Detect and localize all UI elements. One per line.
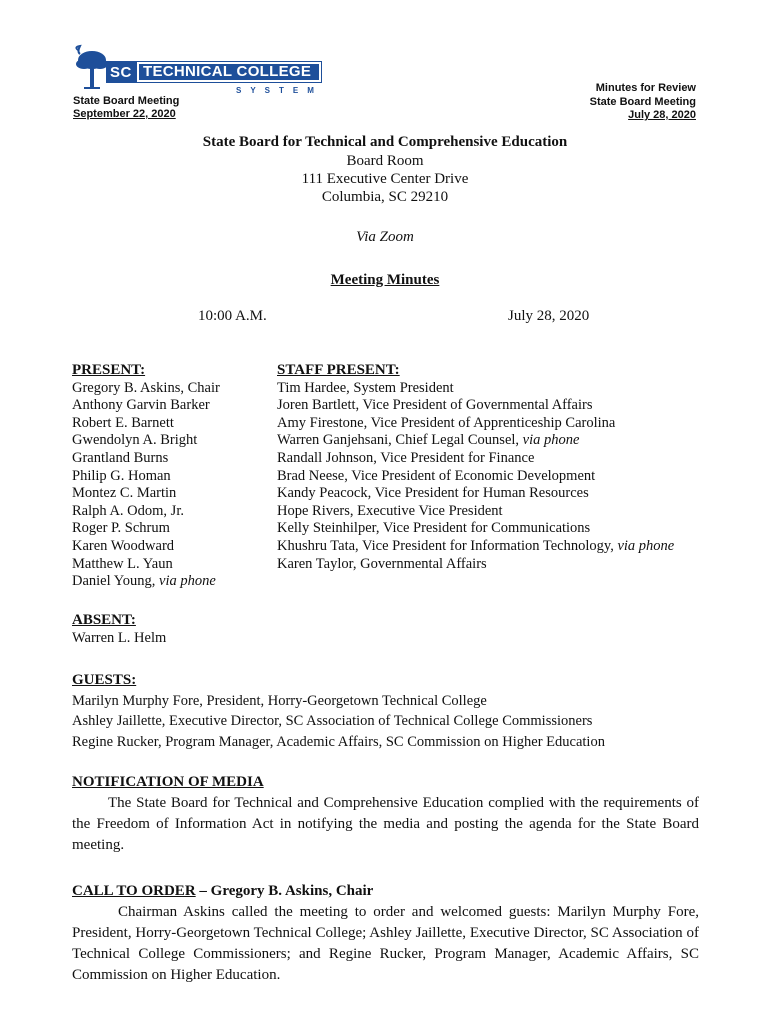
- list-item: Roger P. Schrum: [72, 520, 170, 537]
- call-to-order-section: [72, 881, 699, 986]
- list-item: Karen Woodward: [72, 537, 175, 554]
- list-item: [72, 573, 220, 591]
- meeting-date: July 28, 2020: [508, 308, 590, 324]
- absent-heading: ABSENT:: [72, 612, 136, 628]
- logo-system-text: SYSTEM: [236, 86, 323, 95]
- list-item: Regine Rucker, Program Manager, Academic Affairs, SC Commission on Higher Education: [72, 733, 605, 750]
- staff-present-list: [277, 362, 674, 573]
- staff-name: Warren Ganjehsani, Chief Legal Counsel,: [277, 432, 520, 449]
- list-item: Grantland Burns: [72, 449, 169, 466]
- guests-heading: GUESTS:: [72, 672, 137, 688]
- list-item: Philip G. Homan: [72, 467, 171, 484]
- staff-name: Khushru Tata, Vice President for Information Technology,: [277, 537, 614, 554]
- header-left: [73, 95, 179, 121]
- header-right-line1: Minutes for Review: [595, 82, 696, 94]
- via-phone-note: via phone: [522, 432, 580, 449]
- present-heading: PRESENT:: [72, 362, 146, 378]
- list-item: Anthony Garvin Barker: [72, 397, 210, 414]
- header-right: [590, 82, 696, 123]
- list-item: Karen Taylor, Governmental Affairs: [277, 555, 487, 572]
- member-name: Daniel Young,: [72, 573, 156, 590]
- call-to-order-heading: CALL TO ORDER: [72, 883, 196, 899]
- list-item: Kandy Peacock, Vice President for Human Resources: [277, 485, 589, 502]
- header-left-line1: State Board Meeting: [73, 95, 180, 107]
- logo-bar: [106, 61, 322, 83]
- list-item: Ralph A. Odom, Jr.: [72, 502, 184, 519]
- header-right-line3: July 28, 2020: [628, 109, 696, 121]
- list-item: Ashley Jaillette, Executive Director, SC Association of Technical College Commissioners: [72, 713, 593, 729]
- address-line3: Columbia, SC 29210: [321, 189, 449, 205]
- list-item: Robert E. Barnett: [72, 414, 174, 431]
- list-item: Gwendolyn A. Bright: [72, 432, 198, 449]
- list-item: Tim Hardee, System President: [277, 379, 454, 396]
- list-item: Kelly Steinhilper, Vice President for Communications: [277, 520, 591, 537]
- call-to-order-heading-line: [72, 881, 699, 902]
- list-item: Montez C. Martin: [72, 485, 177, 502]
- list-item: Warren L. Helm: [72, 629, 167, 646]
- guests-list: [72, 670, 605, 752]
- address-line1: Board Room: [346, 153, 424, 169]
- via-zoom: Via Zoom: [356, 229, 414, 245]
- media-heading: NOTIFICATION OF MEDIA: [72, 774, 264, 790]
- list-item: Joren Bartlett, Vice President of Governmental Affairs: [277, 397, 593, 414]
- list-item: Amy Firestone, Vice President of Apprenticeship Carolina: [277, 414, 616, 431]
- call-to-order-chair: – Gregory B. Askins, Chair: [195, 883, 374, 899]
- sc-technical-college-logo: [72, 44, 322, 100]
- list-item: [277, 432, 674, 450]
- present-list: [72, 362, 220, 591]
- absent-list: [72, 612, 166, 647]
- media-paragraph: The State Board for Technical and Comprehensive Education complied with the requirements of the Freedom of Information Act in notifying the media and posting the agenda for the State Board meeting.: [72, 795, 699, 853]
- address-block: [0, 152, 770, 206]
- via-phone-note: via phone: [159, 573, 216, 590]
- list-item: Matthew L. Yaun: [72, 555, 173, 572]
- call-to-order-paragraph: Chairman Askins called the meeting to order and welcomed guests: Marilyn Murphy Fore, President, Horry-Georgetown Technical College; Ashley Jaillette, Executive Director, SC Association of Technical College Commissioners; and Regine Rucker, Program Manager, Academic Affairs, SC Commission on Higher Education.: [72, 904, 699, 983]
- address-line2: 111 Executive Center Drive: [301, 171, 469, 187]
- list-item: [277, 538, 674, 556]
- header-left-line2: September 22, 2020: [73, 108, 176, 120]
- logo-name-box: [136, 61, 322, 83]
- list-item: Hope Rivers, Executive Vice President: [277, 502, 503, 519]
- logo-name-text: TECHNICAL COLLEGE: [139, 64, 319, 80]
- notification-of-media-section: [72, 772, 699, 856]
- list-item: Randall Johnson, Vice President for Finance: [277, 449, 535, 466]
- meeting-minutes-heading: Meeting Minutes: [330, 272, 440, 288]
- header-right-line2: State Board Meeting: [589, 95, 696, 108]
- via-phone-note: via phone: [617, 537, 675, 554]
- meeting-time: 10:00 A.M.: [198, 308, 267, 324]
- logo-sc-text: SC: [110, 63, 132, 81]
- list-item: Marilyn Murphy Fore, President, Horry-Georgetown Technical College: [72, 692, 487, 709]
- staff-heading: STAFF PRESENT:: [277, 362, 400, 378]
- document-title: State Board for Technical and Comprehensive Education: [202, 134, 568, 150]
- list-item: Gregory B. Askins, Chair: [72, 379, 220, 396]
- list-item: Brad Neese, Vice President of Economic Development: [277, 467, 596, 484]
